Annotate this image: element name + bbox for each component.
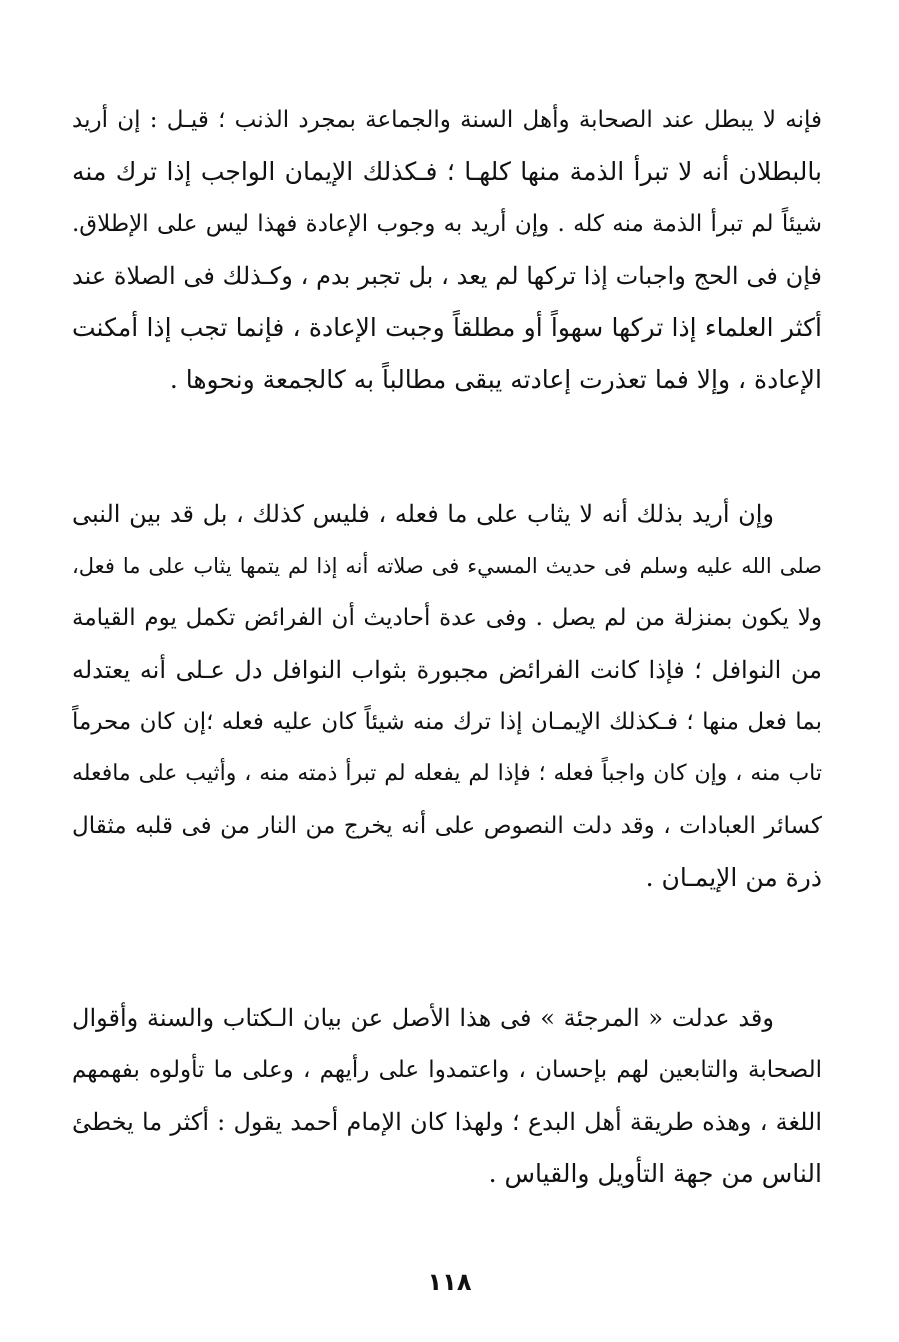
text-line: الإعادة ، وإلا فما تعذرت إعادته يبقى مطالباً به كالجمعة ونحوها . [169, 365, 822, 394]
text-line: صلى الله عليه وسلم فى حديث المسيء فى صلاته أنه إذا لم يتمها يثاب على ما فعل، [72, 554, 822, 578]
text-line: كسائر العبادات ، وقد دلت النصوص على أنه يخرج من النار من فى قلبه مثقال [72, 813, 822, 839]
text-line: بما فعل منها ؛ فـكذلك الإيمـان إذا ترك منه شيئاً كان عليه فعله ؛إن كان محرماً [72, 709, 822, 735]
text-line: شيئاً لم تبرأ الذمة منه كله . وإن أريد به وجوب الإعادة فهذا ليس على الإطلاق. [72, 211, 822, 237]
text-line: ولا يكون بمنزلة من لم يصل . وفى عدة أحاديث أن الفرائض تكمل يوم القيامة [72, 605, 822, 631]
text-line: تاب منه ، وإن كان واجباً فعله ؛ فإذا لم يفعله لم تبرأ ذمته منه ، وأثيب على مافعله [72, 761, 822, 786]
text-line: أكثر العلماء إذا تركها سهواً أو مطلقاً وجبت الإعادة ، فإنما تجب إذا أمكنت [72, 313, 822, 342]
text-line: من النوافل ؛ فإذا كانت الفرائض مجبورة بثواب النوافل دل عـلى أنه يعتدله [72, 656, 822, 684]
text-line: ذرة من الإيمـان . [645, 863, 822, 892]
text-line: الناس من جهة التأويل والقياس . [488, 1159, 822, 1188]
text-line: وقد عدلت « المرجئة » فى هذا الأصل عن بيان الـكتاب والسنة وأقوال [72, 1004, 774, 1032]
text-line: فإن فى الحج واجبات إذا تركها لم يعد ، بل تجبر بدم ، وكـذلك فى الصلاة عند [72, 262, 822, 290]
text-line: بالبطلان أنه لا تبرأ الذمة منها كلهـا ؛ فـكذلك الإيمان الواجب إذا ترك منه [72, 157, 822, 186]
text-line: اللغة ، وهذه طريقة أهل البدع ؛ ولهذا كان الإمام أحمد يقول : أكثر ما يخطئ [72, 1108, 822, 1136]
page-number: ١١٨ [427, 1268, 472, 1296]
text-line: الصحابة والتابعين لهم بإحسان ، واعتمدوا على رأيهم ، وعلى ما تأولوه بفهمهم [72, 1057, 822, 1083]
text-line: وإن أريد بذلك أنه لا يثاب على ما فعله ، فليس كذلك ، بل قد بين النبى [72, 500, 774, 528]
text-line: فإنه لا يبطل عند الصحابة وأهل السنة والجماعة بمجرد الذنب ؛ قيـل : إن أريد [72, 107, 822, 133]
